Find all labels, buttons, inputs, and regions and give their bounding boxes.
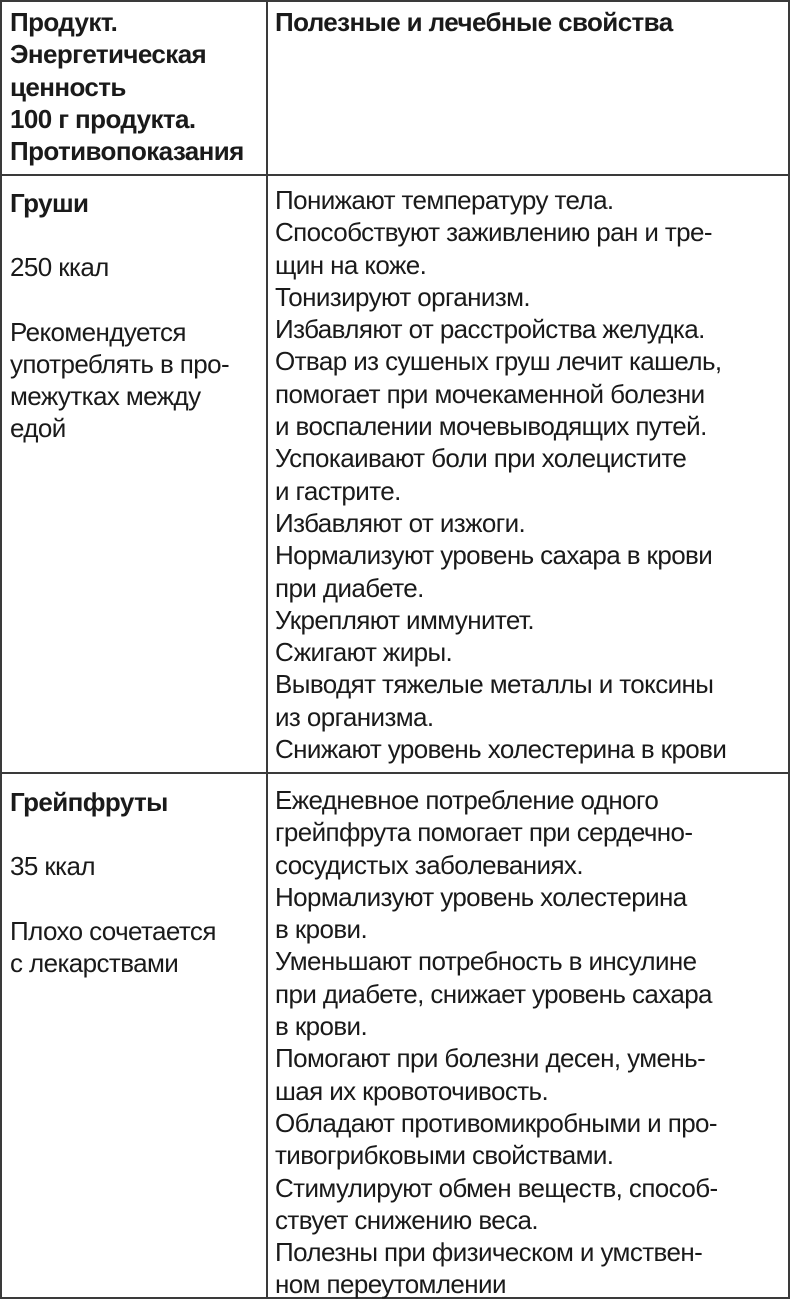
property-line: Помогают при болезни десен, умень-	[275, 1043, 706, 1074]
property-line: Отвар из сушеных груш лечит кашель,	[275, 346, 722, 377]
header-line: Энергетическая	[10, 39, 207, 70]
property-line: Стимулируют обмен веществ, способ-	[275, 1172, 718, 1203]
product-contraindications	[10, 915, 266, 980]
text-line: межутках между	[10, 381, 201, 412]
header-line: 100 г продукта.	[10, 103, 196, 134]
property-line: Укрепляют иммунитет.	[275, 604, 534, 635]
property-line: Нормализуют уровень сахара в крови	[275, 540, 713, 571]
property-line: грейпфрута помогает при сердечно-	[275, 817, 693, 848]
property-line: ном переутомлении	[275, 1269, 506, 1300]
property-line: Обладают противомикробными и про-	[275, 1107, 717, 1138]
header-line: Полезные и лечебные свойства	[275, 7, 673, 37]
header-line: Противопоказания	[10, 136, 244, 167]
product-calories: 250 ккал	[10, 252, 109, 283]
header-cell-product	[2, 2, 268, 174]
property-line: Избавляют от расстройства желудка.	[275, 314, 705, 345]
product-cell	[2, 774, 268, 1297]
property-line: Тонизируют организм.	[275, 281, 531, 312]
header-cell-properties	[268, 2, 788, 174]
property-line: тивогрибковыми свойствами.	[275, 1140, 614, 1171]
product-cell	[2, 174, 268, 772]
properties-cell	[268, 174, 788, 772]
property-line: Нормализуют уровень холестерина	[275, 881, 687, 912]
text-line: Рекомендуется	[10, 316, 186, 347]
table-row	[2, 174, 788, 774]
property-line: сосудистых заболеваниях.	[275, 849, 583, 880]
product-calories: 35 ккал	[10, 851, 95, 882]
text-line: употреблять в про-	[10, 348, 230, 379]
property-line: при диабете.	[275, 572, 424, 603]
property-line: в крови.	[275, 1011, 368, 1042]
product-name: Грейпфруты	[10, 787, 168, 817]
property-line: ствует снижению веса.	[275, 1204, 538, 1235]
property-line: шая их кровоточивость.	[275, 1075, 549, 1106]
property-line: и гастрите.	[275, 475, 401, 506]
property-line: Выводят тяжелые металлы и токсины	[275, 669, 714, 700]
property-line: Уменьшают потребность в инсулине	[275, 946, 697, 977]
text-line: Плохо сочетается	[10, 915, 216, 946]
table-row	[2, 774, 788, 1300]
property-line: из организма.	[275, 701, 434, 732]
property-line: в крови.	[275, 914, 368, 945]
product-contraindications	[10, 316, 266, 445]
header-line: Продукт.	[10, 7, 118, 37]
property-line: щин на коже.	[275, 249, 427, 280]
property-line: Полезны при физическом и умствен-	[275, 1237, 703, 1268]
header-line: ценность	[10, 71, 126, 102]
property-line: Сжигают жиры.	[275, 637, 453, 668]
property-line: при диабете, снижает уровень сахара	[275, 978, 712, 1009]
property-line: Понижают температуру тела.	[275, 185, 614, 215]
property-line: Ежедневное потребление одного	[275, 785, 659, 815]
table-header-row	[2, 2, 788, 176]
properties-cell	[268, 774, 788, 1300]
property-line: Способствуют заживлению ран и тре-	[275, 217, 712, 248]
text-line: с лекарствами	[10, 947, 179, 978]
product-name: Груши	[10, 188, 89, 218]
property-line: Избавляют от изжоги.	[275, 507, 526, 538]
property-line: помогает при мочекаменной болезни	[275, 378, 705, 409]
property-line: и воспалении мочевыводящих путей.	[275, 411, 707, 442]
text-line: едой	[10, 413, 66, 444]
property-line: Снижают уровень холестерина в крови	[275, 734, 727, 765]
property-line: Успокаивают боли при холецистите	[275, 443, 687, 474]
